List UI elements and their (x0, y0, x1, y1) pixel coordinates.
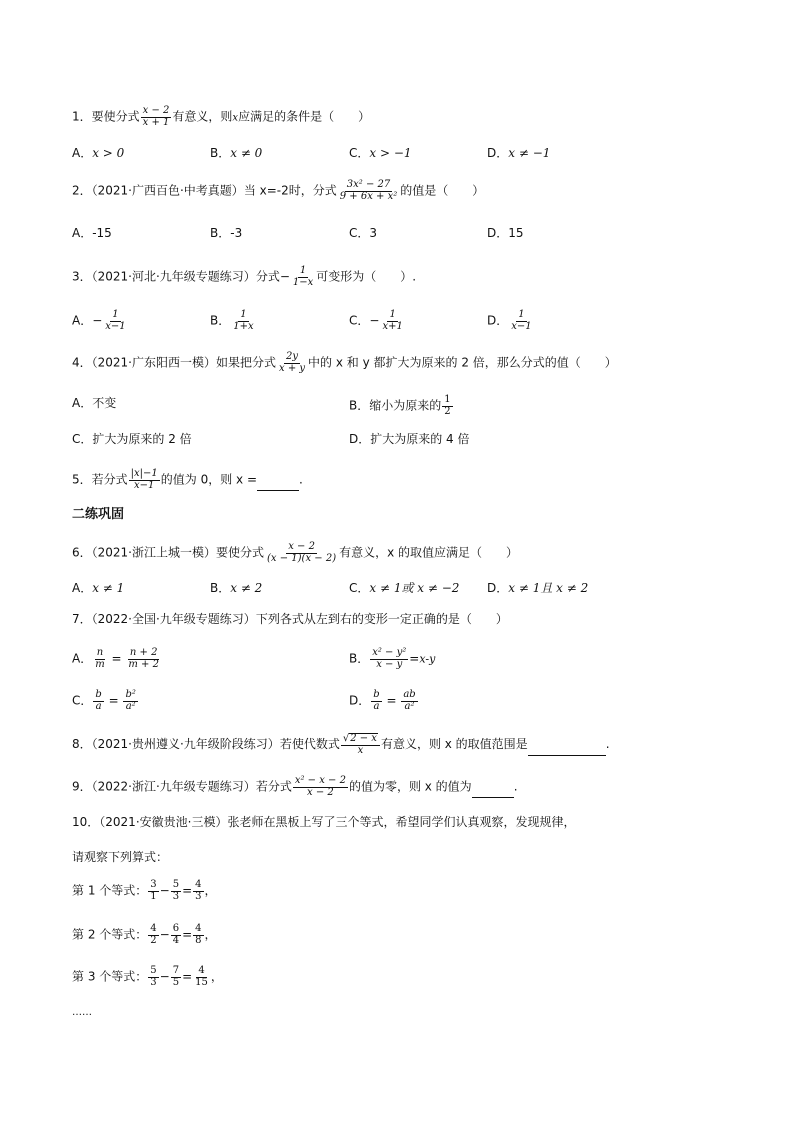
option-d[interactable]: D． $\frac{1}{x-1}$ (487, 309, 532, 332)
question-number: 5． (72, 472, 92, 487)
question-10: 10．（2021·安徽贵池·三模）张老师在黑板上写了三个等式，希望同学们认真观察，发现规律， (72, 815, 576, 829)
answer-blank[interactable] (257, 474, 299, 491)
option-d[interactable]: D．x ≠ 1且 x ≠ 2 (487, 581, 589, 595)
question-number: 7． (72, 612, 92, 626)
option-b[interactable]: B．x ≠ 0 (210, 146, 263, 160)
fraction: $\frac{2y}{x + y}$ (279, 351, 306, 374)
question-number: 3． (72, 269, 92, 284)
option-d[interactable]: D．x ≠ −1 (487, 146, 551, 160)
question-source: （2021·安徽贵池·三模） (99, 815, 228, 829)
option-a[interactable]: A．x ≠ 1 (72, 581, 125, 595)
fraction: $\frac{|x|-1}{x-1}$ (130, 468, 158, 491)
question-7: 7．（2022·全国·九年级专题练习）下列各式从左到右的变形一定正确的是（ ） (72, 612, 508, 626)
fraction: $\frac{√2 - x}{x}$ (341, 733, 380, 756)
question-1: 1．要使分式 $\frac{x - 2}{x + 1}$ 有意义，则x应满足的条件是（ ） (72, 105, 371, 128)
equation-2: 第 2 个等式： $\frac{4}{2}$ − $\frac{6}{4}$ = $\frac{4}{8}$ ， (72, 923, 217, 946)
question-number: 10． (72, 815, 100, 829)
question-9: 9．（2022·浙江·九年级专题练习）若分式 $\frac{\text{x² − x − 2}}{x - 2}$ 的值为零，则 x 的值为 . (72, 775, 518, 798)
question-number: 4． (72, 355, 92, 370)
question-source: （2022·浙江·九年级专题练习） (91, 779, 256, 794)
question-8: 8．（2021·贵州遵义·九年级阶段练习）若使代数式 $\frac{√2 - x}{x}$ 有意义，则 x 的取值范围是 . (72, 733, 610, 756)
question-2: 2．（2021·广西百色·中考真题）当 x=-2时，分式 $\frac{\text{3x² − 27}}{\text{9 + 6x + x²}}$ 的值是（ ） (72, 179, 485, 202)
option-c[interactable]: C．x ≠ 1或 x ≠ −2 (349, 581, 460, 595)
option-d[interactable]: D．扩大为原来的 4 倍 (349, 432, 470, 446)
fraction: $\frac{x - 2}{x + 1}$ (142, 105, 170, 128)
question-source: （2021·广西百色·中考真题） (91, 183, 244, 198)
option-a[interactable]: A．-15 (72, 226, 112, 240)
question-source: （2021·广东阳西一模） (91, 355, 216, 370)
option-c[interactable]: C．− $\frac{1}{x+1}$ (349, 309, 403, 332)
option-c[interactable]: C． $\frac{b}{a}$ = $\frac{\text{b²}}{\text{a²}}$ (72, 689, 136, 712)
option-a[interactable]: A．− $\frac{1}{x-1}$ (72, 309, 126, 332)
answer-blank[interactable] (472, 781, 514, 798)
option-a[interactable]: A．x > 0 (72, 146, 125, 160)
fraction: $\frac{\text{3x² − 27}}{\text{9 + 6x + x²}}$ (339, 179, 398, 202)
question-number: 1． (72, 109, 92, 124)
question-source: （2022·全国·九年级专题练习） (91, 612, 256, 626)
fraction: $\frac{\text{x² − x − 2}}{x - 2}$ (294, 775, 346, 798)
option-c[interactable]: C．x > −1 (349, 146, 412, 160)
question-source: （2021·浙江上城一模） (91, 545, 216, 560)
question-source: （2021·贵州遵义·九年级阶段练习） (91, 737, 280, 751)
question-4: 4．（2021·广东阳西一模）如果把分式 $\frac{2y}{x + y}$ 中的 x 和 y 都扩大为原来的 2 倍，那么分式的值（ ） (72, 351, 617, 374)
option-c[interactable]: C．扩大为原来的 2 倍 (72, 432, 192, 446)
question-number: 8． (72, 737, 92, 751)
question-3: 3．（2021·河北·九年级专题练习）分式− $\frac{1}{1-x}$ 可变形为（ ）. (72, 265, 417, 288)
option-a[interactable]: A．不变 (72, 396, 117, 410)
equation-3: 第 3 个等式： $\frac{5}{3}$ − $\frac{7}{5}$ = $\frac{4}{15}$ ， (72, 965, 223, 988)
question-6: 6．（2021·浙江上城一模）要使分式 $\frac{x - 2}{(x - 1)(x - 2)}$ 有意义，x 的取值应满足（ ） (72, 541, 519, 564)
ellipsis: …… (72, 1007, 92, 1018)
option-b[interactable]: B．-3 (210, 226, 243, 240)
question-number: 6． (72, 545, 92, 560)
question-number: 9． (72, 779, 92, 794)
answer-blank[interactable] (528, 739, 606, 756)
option-b[interactable]: B． $\frac{\text{x² − y²}}{x - y}$ =x-y (349, 647, 436, 670)
question-10-line2: 请观察下列算式： (72, 850, 169, 864)
equation-1: 第 1 个等式： $\frac{3}{1}$ − $\frac{5}{3}$ = $\frac{4}{3}$ ， (72, 879, 217, 902)
option-d[interactable]: D． $\frac{b}{a}$ = $\frac{ab}{\text{a²}}$ (349, 689, 416, 712)
option-b[interactable]: B．缩小为原来的 $\frac{1}{2}$ (349, 394, 451, 417)
option-b[interactable]: B． $\frac{1}{1+x}$ (210, 309, 254, 332)
question-source: （2021·河北·九年级专题练习） (91, 269, 256, 284)
option-a[interactable]: A． $\frac{n}{m}$ = $\frac{n + 2}{m + 2}$ (72, 647, 159, 670)
section-title: 二练巩固 (72, 507, 125, 522)
fraction: $\frac{1}{1-x}$ (292, 265, 314, 288)
option-c[interactable]: C．3 (349, 226, 378, 240)
question-number: 2． (72, 183, 92, 198)
question-5: 5．若分式 $\frac{|x|-1}{x-1}$ 的值为 0，则 x = . (72, 468, 303, 491)
fraction: $\frac{x - 2}{(x - 1)(x - 2)}$ (267, 541, 337, 564)
option-d[interactable]: D．15 (487, 226, 524, 240)
option-b[interactable]: B．x ≠ 2 (210, 581, 263, 595)
